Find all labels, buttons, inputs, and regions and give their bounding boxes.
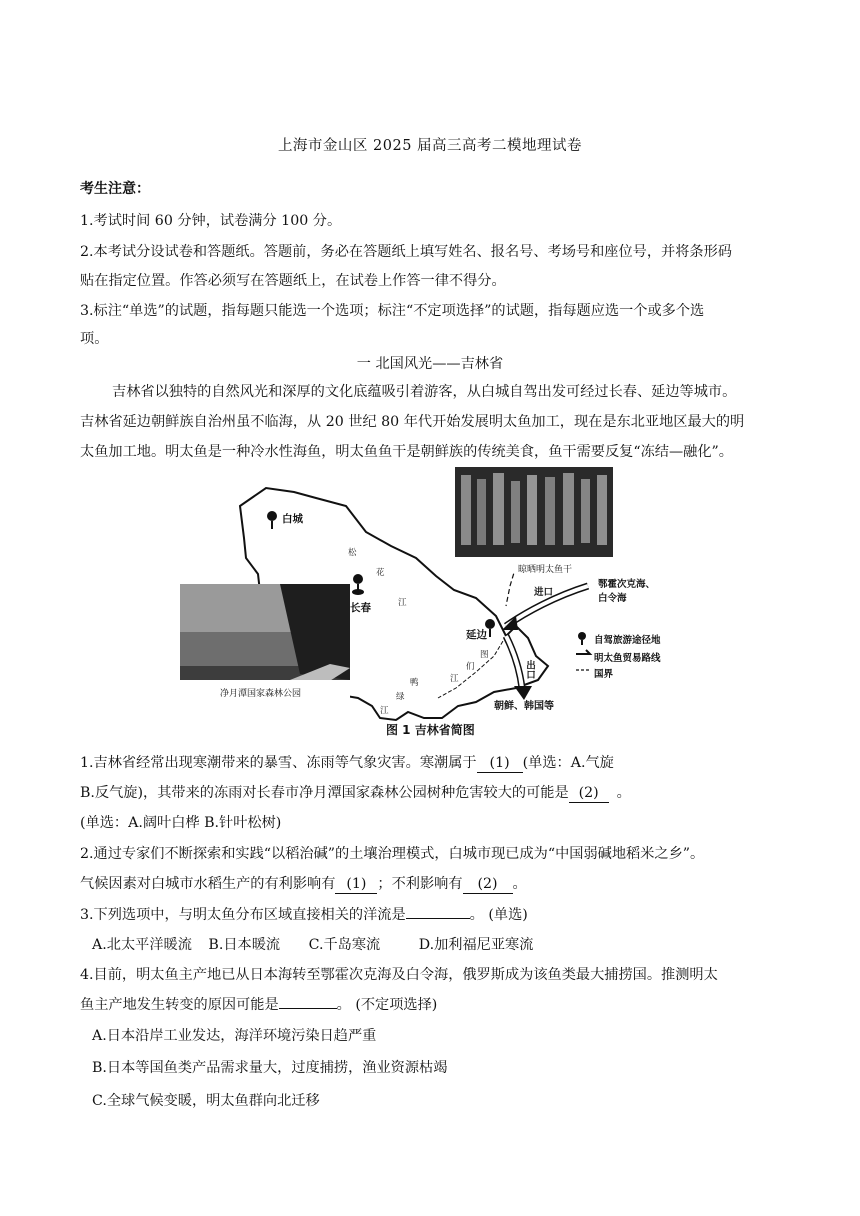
q3-option-a[interactable]: A.北太平洋暖流 [92,937,192,953]
figure-caption: 图 1 吉林省简图 [386,723,475,737]
intro-paragraph: 太鱼加工地。明太鱼是一种冷水性海鱼，明太鱼鱼干是朝鲜族的传统美食，鱼干需要反复“冻结—融化”。 [80,444,733,460]
q4-text: 鱼主产地发生转变的原因可能是 [80,997,279,1013]
river-char: 花 [376,568,385,578]
legend-item: 国界 [594,669,614,680]
q3-stem [80,904,785,924]
legend-route-icon [576,650,590,654]
q2-blank-1[interactable]: (1) [335,877,377,894]
notice-item: 项。 [80,331,109,347]
label-source-sea: 鄂霍次克海、 [598,579,656,590]
river-char: 江 [450,674,459,684]
q3-blank[interactable] [406,918,470,919]
label-export: 出口 [524,660,535,679]
photo-left-caption: 净月潭国家森林公园 [220,689,302,699]
notice-item: 1.考试时间 60 分钟，试卷满分 100 分。 [80,213,342,229]
label-changchun: 长春 [350,602,371,614]
q3-option-c[interactable]: C.千岛寒流 [308,937,381,953]
exam-title: 上海市金山区 2025 届高三高考二模地理试卷 [277,138,583,154]
q4-line-1: 4.目前，明太鱼主产地已从日本海转至鄂霍次克海及白令海，俄罗斯成为该鱼类最大捕捞国。推测明太 [80,967,718,983]
q4-option-a[interactable]: A.日本沿岸工业发达，海洋环境污染日趋严重 [92,1028,377,1044]
q4-option-b[interactable]: B.日本等国鱼类产品需求量大，过度捕捞，渔业资源枯竭 [92,1060,448,1076]
label-destination: 朝鲜、韩国等 [494,701,554,712]
intro-paragraph: 吉林省以独特的自然风光和深厚的文化底蕴吸引着游客，从白城自驾出发可经过长春、延边等城市。 [112,384,737,400]
q3-options [92,934,533,954]
notice-item: 贴在指定位置。作答必须写在答题纸上，在试卷上作答一律不得分。 [80,273,506,289]
label-baicheng: 白城 [282,513,303,525]
q1-blank-1[interactable]: (1) [477,756,523,773]
q2-text: 。 [512,876,527,892]
river-char: 图 [480,650,489,660]
river-char: 江 [398,598,407,608]
q3-option-b[interactable]: B.日本暖流 [208,937,281,953]
notice-item: 2.本考试分设试卷和答题纸。答题前，务必在答题纸上填写姓名、报名号、考场号和座位号，并将条形码 [80,244,732,260]
photo-right-caption: 晾晒明太鱼干 [518,565,573,575]
q1-text: 。 [616,785,631,801]
q2-blank-2[interactable]: (2) [463,877,513,894]
q4-text: 。 (不定项选择) [336,997,438,1013]
notice-item: 3.标注“单选”的试题，指每题只能选一个选项；标注“不定项选择”的试题，指每题应选一个或多个选 [80,303,705,319]
q1-line-3: (单选：A.阔叶白桦 B.针叶松树) [80,815,282,831]
q4-blank[interactable] [279,1008,337,1009]
legend-item: 自驾旅游途径地 [594,635,661,646]
q3-text: 3.下列选项中，与明太鱼分布区域直接相关的洋流是 [80,907,406,923]
q1-blank-2[interactable]: (2) [569,786,609,803]
fish-drying-photo [455,467,613,571]
q1-line-2 [80,782,785,803]
q2-line-2 [80,873,785,894]
label-yanbian: 延边 [466,629,487,641]
border-line [506,566,516,606]
label-source-sea-2: 白令海 [598,593,627,604]
q1-line-1 [80,752,785,773]
q2-line-1: 2.通过专家们不断探索和实践“以稻治碱”的土壤治理模式，白城市现已成为“中国弱碱地稻米之乡”。 [80,846,705,862]
q1-text: B.反气旋)，其带来的冻雨对长春市净月潭国家森林公园树种危害较大的可能是 [80,785,569,801]
legend-pin-icon [578,632,586,645]
q1-text: (单选：A.气旋 [522,755,614,771]
section-title: 一 北国风光——吉林省 [356,356,504,372]
jingyuetan-photo [180,584,350,700]
q3-option-d[interactable]: D.加利福尼亚寒流 [418,937,534,953]
river-char: 松 [348,548,357,558]
river-char: 鸭 [410,678,419,688]
q2-text: ；不利影响有 [377,876,463,892]
q4-line-2 [80,994,785,1014]
river-char: 们 [466,662,475,672]
intro-paragraph: 吉林省延边朝鲜族自治州虽不临海，从 20 世纪 80 年代开始发展明太鱼加工，现在是东北亚地区最大的明 [80,414,745,430]
legend-item: 明太鱼贸易路线 [594,653,661,664]
river-char: 绿 [396,692,405,702]
q2-text: 气候因素对白城市水稻生产的有利影响有 [80,876,336,892]
notice-heading: 考生注意： [80,181,150,197]
q1-text: 1.吉林省经常出现寒潮带来的暴雪、冻雨等气象灾害。寒潮属于 [80,755,477,771]
q3-text: 。 (单选) [469,907,528,923]
label-import: 进口 [534,587,554,598]
river-char: 江 [380,706,389,716]
q4-option-c[interactable]: C.全球气候变暖，明太鱼群向北迁移 [92,1093,320,1109]
